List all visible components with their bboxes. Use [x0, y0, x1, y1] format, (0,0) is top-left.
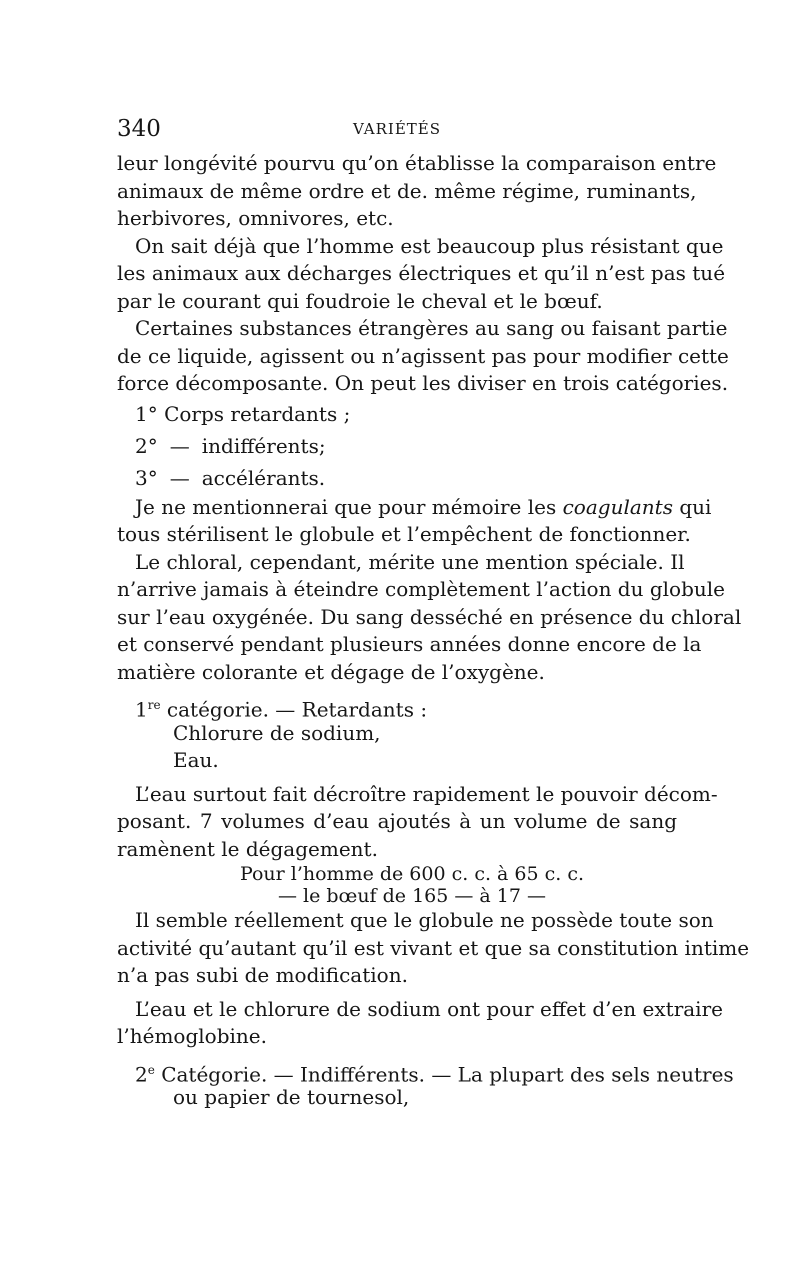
running-title: VARIÉTÉS	[352, 120, 442, 138]
paragraph	[117, 233, 726, 316]
superscript: e	[147, 1062, 155, 1077]
list-number: 3°	[135, 465, 158, 490]
italic-term: coagulants	[562, 494, 673, 519]
ditto-dash: —	[169, 465, 190, 490]
ratio-table	[117, 863, 677, 907]
ditto-dash: —	[169, 433, 190, 458]
text-line: force décomposante. On peut les diviser en trois catégories.	[117, 371, 729, 395]
text-line: matière colorante et dégage de l’oxygène.	[117, 659, 545, 684]
list-number: 2°	[135, 433, 158, 458]
text-line: les animaux aux décharges électriques et qu’il n’est pas tué	[117, 261, 726, 285]
text-line: L’eau et le chlorure de sodium ont pour effet d’en extraire	[135, 996, 723, 1021]
ratio-row: — le bœuf de 165 — à 17 —	[277, 885, 547, 907]
text-line: On sait déjà que l’homme est beaucoup plus résistant que	[135, 233, 724, 258]
text-line: n’a pas subi de modification.	[117, 963, 408, 987]
text-line: n’arrive jamais à éteindre complètement l’action du globule	[117, 577, 726, 601]
body-text	[117, 150, 750, 1112]
category-number: 2	[135, 1062, 148, 1087]
paragraph	[117, 494, 712, 549]
text-line: l’hémoglobine.	[117, 1024, 267, 1048]
list-text: accélérants.	[201, 465, 326, 490]
text-line: posant. 7 volumes d’eau ajoutés à un volume de sang	[117, 809, 677, 833]
text-segment: qui	[672, 494, 712, 519]
paragraph	[117, 996, 723, 1051]
text-line: ou papier de tournesol,	[173, 1085, 410, 1109]
text-line: leur longévité pourvu qu’on établisse la comparaison entre	[117, 151, 717, 175]
text-line: tous stérilisent le globule et l’empêchent de fonctionner.	[117, 522, 691, 546]
text-line	[117, 494, 712, 522]
category-section	[117, 692, 677, 775]
paragraph	[117, 781, 718, 864]
text-line: et conservé pendant plusieurs années donne encore de la	[117, 632, 702, 656]
list-item: Chlorure de sodium,	[173, 720, 381, 745]
list-text: indifférents;	[201, 433, 326, 458]
text-segment: Je ne mentionnerai que pour mémoire les	[135, 494, 563, 519]
text-line: animaux de même ordre et de. même régime, ruminants,	[117, 178, 697, 203]
page-number: 340	[117, 116, 161, 142]
category-section	[117, 1057, 734, 1112]
text-line: herbivores, omnivores, etc.	[117, 206, 394, 230]
text-line: Il semble réellement que le globule ne possède toute son	[135, 908, 714, 932]
category-heading	[117, 692, 677, 720]
ratio-row: Pour l’homme de 600 c. c. à 65 c. c.	[239, 863, 585, 885]
list-item: 1° Corps retardants ;	[135, 401, 351, 426]
page-header	[117, 116, 677, 146]
text-line: activité qu’autant qu’il est vivant et que sa constitution intime	[117, 935, 750, 960]
category-heading	[117, 1057, 734, 1087]
paragraph	[117, 549, 742, 687]
paragraph	[117, 150, 717, 233]
category-title: Catégorie. — Indifférents. — La plupart des sels neutres	[154, 1062, 734, 1087]
list-item	[117, 462, 677, 494]
text-line: sur l’eau oxygénée. Du sang desséché en présence du chloral	[117, 604, 742, 629]
list-item: Eau.	[173, 748, 219, 772]
paragraph	[117, 907, 750, 990]
paragraph	[117, 315, 729, 398]
text-line: Le chloral, cependant, mérite une mention spéciale. Il	[135, 549, 685, 574]
superscript: re	[147, 698, 161, 712]
text-line: ramènent le dégagement.	[117, 836, 378, 861]
list-item	[117, 430, 677, 462]
category-number: 1	[135, 697, 148, 722]
text-line: L’eau surtout fait décroître rapidement le pouvoir décom-	[135, 781, 718, 806]
text-line: par le courant qui foudroie le cheval et le bœuf.	[117, 288, 603, 313]
category-title: catégorie. — Retardants :	[160, 697, 428, 722]
category-list	[117, 398, 677, 494]
text-line: de ce liquide, agissent ou n’agissent pas pour modifier cette	[117, 343, 729, 368]
text-line: Certaines substances étrangères au sang ou faisant partie	[135, 316, 728, 340]
